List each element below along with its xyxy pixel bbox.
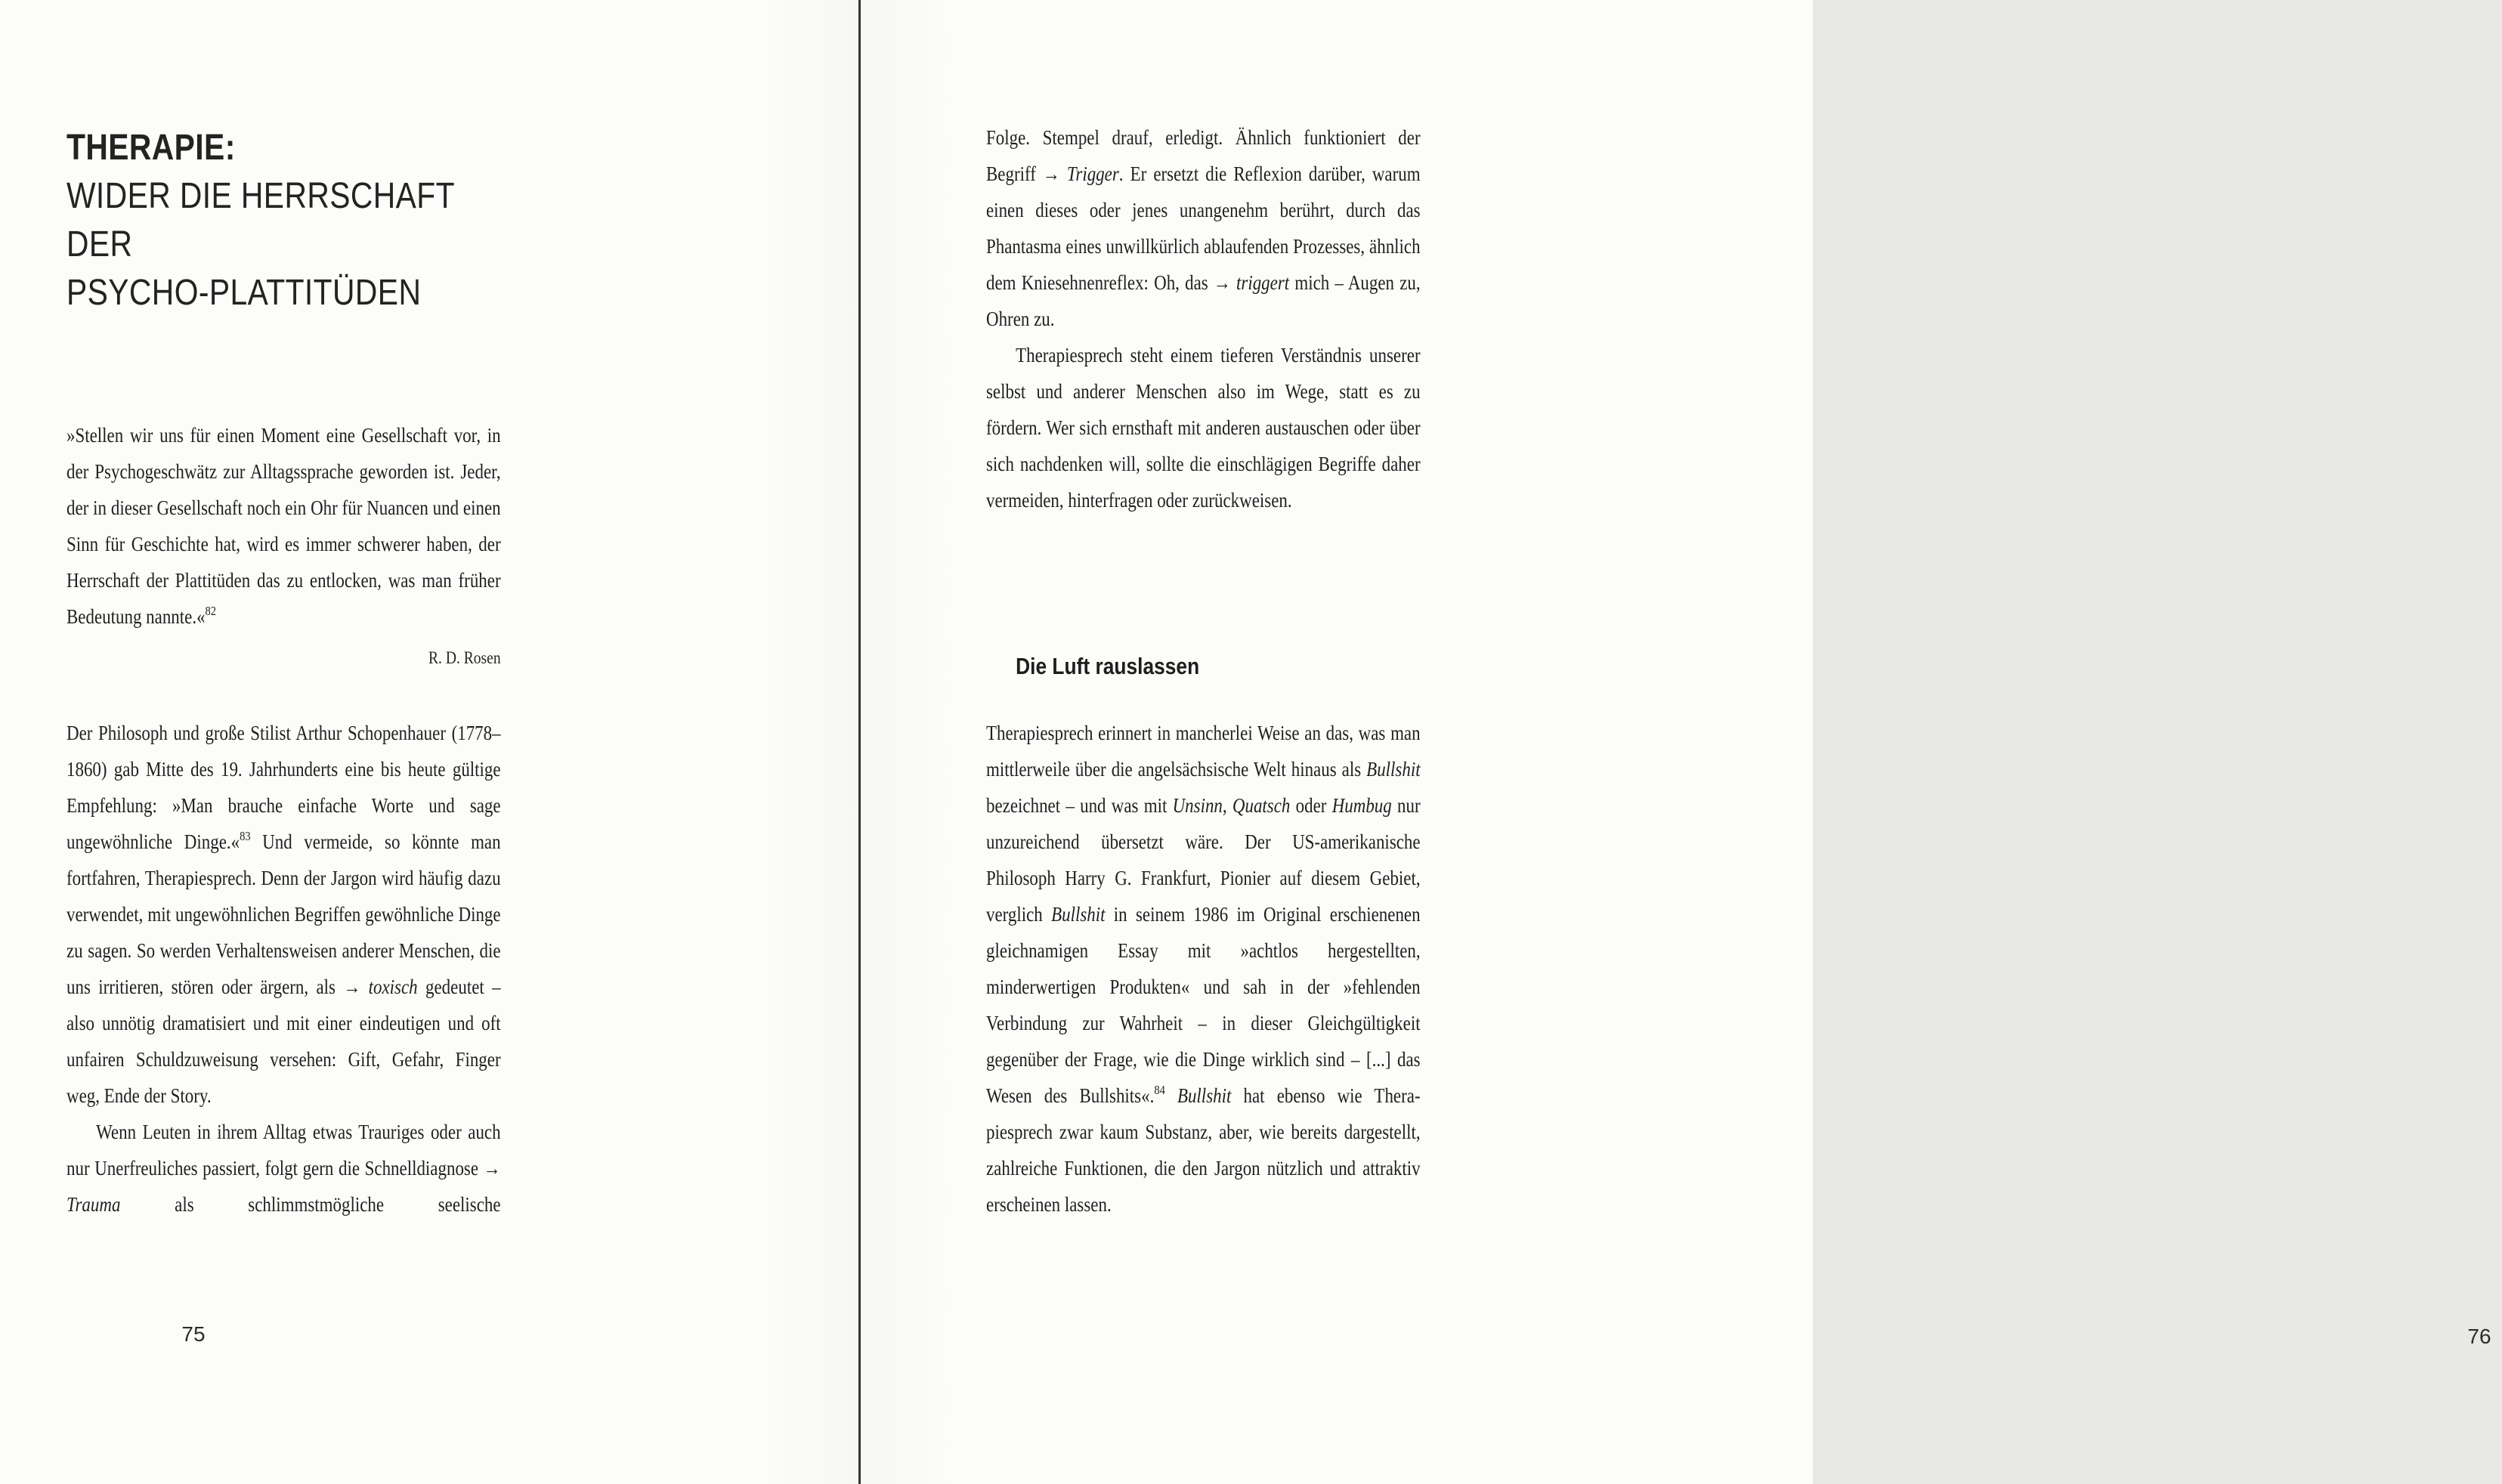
footnote-reference: 83 xyxy=(240,829,251,843)
body-text-left xyxy=(66,715,501,1223)
text-segment: Der Philosoph und große Stilist Arthur Schopenhauer (1778–1860) gab Mitte des 19. Jahrhunderts eine bis heute gültige Empfehlung: »Man brauche einfache Worte und sage ungewöhnliche Dinge.« xyxy=(66,722,501,853)
text-segment: oder xyxy=(1290,794,1332,817)
epigraph xyxy=(66,417,501,668)
paragraph xyxy=(66,1114,501,1223)
text-segment: gedeutet – also unnötig dramatisiert und mit einer eindeutigen und oft unfairen Schuldzuweisung versehen: Gift, Gefahr, Finger weg, Ende der Story. xyxy=(66,975,501,1107)
text-segment: in seinem 1986 im Original erschienenen gleichnamigen Essay mit »achtlos hergestellten, minderwertigen Produkten« und sah in der »fehlenden Verbindung zur Wahrheit – in dieser Gleichgültigkeit gegenüber der Frage, wie die Dinge wirklich sind – [...] das Wesen des Bullshits«. xyxy=(986,903,1421,1107)
text-segment: bezeichnet – und was mit xyxy=(986,794,1173,817)
chapter-title-keyword: THERAPIE: xyxy=(66,128,236,168)
page-right xyxy=(861,0,2491,1484)
emphasized-term: Quatsch xyxy=(1232,794,1291,817)
epigraph-attribution: R. D. Rosen xyxy=(428,648,501,667)
paragraph xyxy=(986,337,1421,518)
footnote-reference: 84 xyxy=(1154,1083,1165,1097)
emphasized-term: toxisch xyxy=(368,975,418,998)
chapter-title xyxy=(66,124,501,317)
emphasized-term: Trauma xyxy=(66,1193,121,1216)
text-column-left xyxy=(66,0,501,1484)
footnote-reference: 82 xyxy=(205,604,217,618)
body-text-right-top xyxy=(986,119,1421,518)
text-segment: . Er ersetzt die Reflexion darüber, warum einen dieses oder jenes unangenehm berührt, durch das Phantasma eines unwillkürlich ablaufenden Prozesses, ähnlich dem Kniesehnenreflex: Oh, das → xyxy=(986,162,1421,294)
emphasized-term: Bullshit xyxy=(1177,1084,1232,1107)
emphasized-term: Humbug xyxy=(1331,794,1392,817)
text-segment: als schlimmstmögliche seelische xyxy=(120,1193,501,1216)
text-segment: Folge. Stempel drauf, erledigt. Ähnlich funktioniert der Begriff → xyxy=(986,126,1421,185)
text-segment: hat ebenso wie Therapiesprech zwar kaum Substanz, aber, wie bereits dargestellt, zahlreiche Funktionen, die den Jargon nützlich und attraktiv erscheinen lassen. xyxy=(986,1084,1421,1216)
section-die-luft-rauslassen xyxy=(986,651,1421,1223)
text-segment xyxy=(1165,1084,1177,1107)
text-segment: Und vermeide, so könnte man fortfahren, Therapiesprech. Denn der Jargon wird häufig dazu verwendet, mit ungewöhnlichen Begriffen gewöhnliche Dinge zu sagen. So werden Verhaltensweisen anderer Menschen, die uns irritieren, stören oder ärgern, als → xyxy=(66,830,501,998)
text-segment: , xyxy=(1222,794,1232,817)
text-column-right xyxy=(986,0,1421,1484)
text-segment: Therapiesprech erinnert in mancherlei Weise an das, was man mittlerweile über die angelsächsische Welt hinaus als xyxy=(986,722,1421,781)
page-left xyxy=(0,0,858,1484)
text-segment: »Stellen wir uns für einen Moment eine Gesellschaft vor, in der Psychogeschwätz zur Alltagssprache geworden ist. Jeder, der in dieser Gesellschaft noch ein Ohr für Nuancen und einen Sinn für Geschichte hat, wird es immer schwerer haben, der Herrschaft der Plattitüden das zu entlocken, was man früher Bedeutung nannte.« xyxy=(66,424,501,628)
paragraph xyxy=(986,119,1421,337)
text-segment: nur unzureichend übersetzt wäre. Der US-amerikanische Philosoph Harry G. Frankfurt, Pionier auf diesem Gebiet, verglich xyxy=(986,794,1421,926)
text-segment: Wenn Leuten in ihrem Alltag etwas Trauriges oder auch nur Unerfreuliches passiert, folgt gern die Schnelldiagnose → xyxy=(66,1121,501,1179)
emphasized-term: Bullshit xyxy=(1051,903,1106,926)
paragraph xyxy=(986,715,1421,1223)
emphasized-term: Trigger xyxy=(1066,162,1119,185)
emphasized-term: Unsinn xyxy=(1172,794,1223,817)
chapter-title-line3: PSYCHO-PLATTITÜDEN xyxy=(66,273,422,313)
emphasized-term: triggert xyxy=(1236,271,1290,294)
page-number-left: 75 xyxy=(181,1322,206,1346)
text-segment: mich – Augen zu, Ohren zu. xyxy=(986,271,1421,330)
paragraph xyxy=(66,715,501,1114)
emphasized-term: Bullshit xyxy=(1366,758,1421,781)
page-number-right: 76 xyxy=(2467,1325,2491,1348)
text-segment: Therapiesprech steht einem tieferen Verständnis unserer selbst und anderer Menschen also im Wege, statt es zu fördern. Wer sich ernsthaft mit anderen austauschen oder über sich nachdenken will, sollte die einschlägigen Begriffe daher vermeiden, hinterfragen oder zurückweisen. xyxy=(986,344,1421,512)
epigraph-quote xyxy=(66,417,501,635)
chapter-title-line2: WIDER DIE HERRSCHAFT DER xyxy=(66,176,455,264)
section-heading: Die Luft rauslassen xyxy=(1016,653,1200,679)
